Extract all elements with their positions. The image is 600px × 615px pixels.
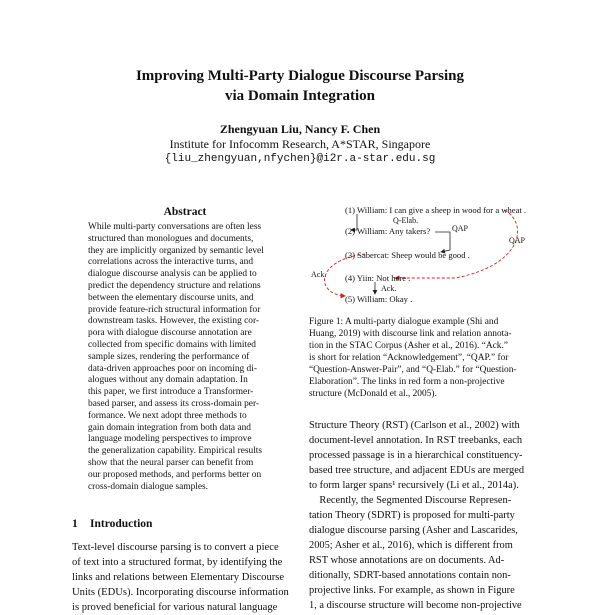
right-column-body <box>309 418 535 613</box>
figure-dialogue-diagram <box>305 196 545 316</box>
title-line-1: Improving Multi-Party Dialogue Discourse Parsing <box>135 68 465 84</box>
body-line: Structure Theory (RST) (Carlson et al., 2002) with <box>309 420 520 431</box>
paper-title <box>0 66 600 106</box>
caption-line: is short for relation “Acknowledgement”, “QAP.” for <box>309 353 509 363</box>
body-line: Recently, the Segmented Discourse Represen- <box>309 495 512 506</box>
abstract-line: collected from specific domains with limited <box>88 339 256 350</box>
label-qap-1-4: QAP <box>509 236 526 245</box>
abstract-line: data-driven approaches poor on incoming di- <box>88 363 257 374</box>
intro-line: Text-level discourse parsing is to convert a piece <box>72 542 279 553</box>
abstract-line: While multi-party conversations are often less <box>88 222 262 232</box>
body-line: dialogue discourse parsing (Asher and Lascarides, <box>309 525 518 536</box>
abstract-line: cross-domain dialogue samples. <box>88 481 209 492</box>
label-qelab: Q-Elab. <box>393 216 419 225</box>
abstract-line: the generalization capability. Empirical results <box>88 446 263 457</box>
body-line: ditionally, SDRT-based annotations contain non- <box>309 570 511 581</box>
body-line: 1, a discourse structure will become non-projective <box>309 600 522 611</box>
introduction-body <box>72 540 294 615</box>
body-line: tation Theory (SDRT) is proposed for multi-party <box>309 510 515 521</box>
label-ack-right: Ack. <box>381 284 397 293</box>
caption-line: tion in the STAC Corpus (Asher et al., 2016). “Ack.” <box>309 341 508 351</box>
abstract-line: downstream tasks. However, the existing cor- <box>88 316 260 327</box>
body-line: document-level annotation. In RST treebanks, each <box>309 435 523 446</box>
abstract-line: gain domain integration from both data and <box>88 422 251 433</box>
caption-line: “Question-Answer-Pair”, and “Q-Elab.” for “Question- <box>309 365 517 375</box>
abstract-line: language modeling perspectives to improve <box>88 434 252 445</box>
abstract-line: dialogue discourse analysis can be applied to <box>88 269 257 280</box>
abstract-line: our proposed methods, and performs better on <box>88 469 262 480</box>
abstract-line: show that the neural parser can benefit from <box>88 457 254 468</box>
abstract-line: correlations across the interactive turns, and <box>88 257 254 268</box>
abstract-line: based parser, and assess its cross-domain per- <box>88 398 260 409</box>
abstract-heading: Abstract <box>163 206 207 218</box>
abstract-body <box>88 222 280 493</box>
abstract-line: alogues without any domain adaptation. In <box>88 375 248 386</box>
abstract-line: pora with dialogue discourse annotation are <box>88 328 252 339</box>
section-number: 1 <box>72 518 78 530</box>
link-qap-2-3 <box>435 232 450 252</box>
body-line: RST whose annotations are on documents. Ad- <box>309 555 505 566</box>
section-title: Introduction <box>90 518 153 530</box>
body-line: processed passage is in a hierarchical constituency- <box>309 450 523 461</box>
utterance-3: (3) Sabercat: Sheep would be good . <box>345 250 470 260</box>
section-heading-introduction <box>72 518 152 530</box>
abstract-line: structured than monologues and documents, <box>88 233 254 244</box>
caption-line: Elaboration”. The links in red form a non-projective <box>309 377 505 387</box>
intro-line: is proved beneficial for various natural language <box>72 602 278 613</box>
utterance-1: (1) William: I can give a sheep in wood for a wheat . <box>345 205 527 215</box>
utterance-5: (5) William: Okay . <box>345 294 413 304</box>
intro-line: links and relations between Elementary Discourse <box>72 572 285 583</box>
abstract-line: they are implicitly organized by semantic level <box>88 245 264 256</box>
utterance-4: (4) Yiin: Not here . <box>345 273 411 283</box>
body-line: to form larger spans¹ recursively (Li et al., 2014a). <box>309 480 519 491</box>
abstract-line: predict the dependency structure and relations <box>88 280 261 291</box>
author-email: {liu_zhengyuan,nfychen}@i2r.a-star.edu.sg <box>164 153 436 165</box>
abstract-line: between the elementary discourse units, and <box>88 292 254 303</box>
abstract-line: provide feature-rich structural information for <box>88 304 261 315</box>
figure-caption <box>309 316 537 400</box>
abstract-line: formance. We next adopt three methods to <box>88 410 247 421</box>
caption-line: Figure 1: A multi-party dialogue example (Shi and <box>309 317 499 327</box>
intro-line: of text into a structured format, by identifying the <box>72 557 283 568</box>
author-names: Zhengyuan Liu, Nancy F. Chen <box>219 122 381 136</box>
body-line: based tree structure, and adjacent EDUs are merged <box>309 465 525 476</box>
body-line: 2005; Asher et al., 2016), which is different from <box>309 540 513 551</box>
utterance-2: (2) William: Any takers? <box>345 226 431 236</box>
label-qap-2-3: QAP <box>452 224 469 233</box>
affiliation: Institute for Infocomm Research, A*STAR, Singapore <box>169 137 431 151</box>
abstract-line: sample sizes, rendering the performance of <box>88 351 250 362</box>
body-line: projective links. For example, as shown in Figure <box>309 585 515 596</box>
intro-line: Units (EDUs). Incorporating discourse information <box>72 587 289 598</box>
label-ack-left: Ack. <box>311 270 327 279</box>
title-line-2: via Domain Integration <box>225 88 375 104</box>
abstract-line: this paper, we first introduce a Transformer- <box>88 387 254 398</box>
caption-line: structure (McDonald et al., 2005). <box>309 389 437 399</box>
caption-line: Huang, 2019) with discourse link and relation annota- <box>309 329 512 339</box>
